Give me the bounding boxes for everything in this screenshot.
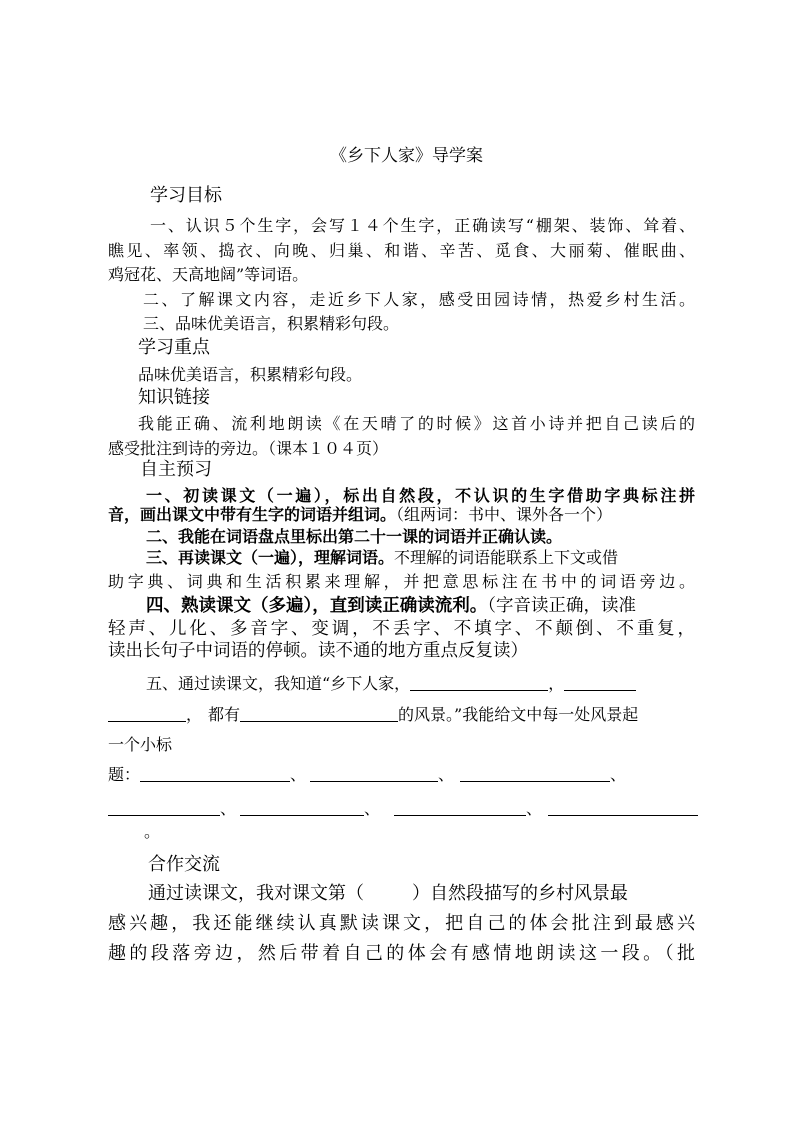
preview-item-4-text: （字音读正确，读准	[487, 596, 636, 616]
goal-item-1-line-3: 鸡冠花、天高地阔”等词语。	[108, 265, 309, 284]
preview-item-4-bold-text: 四、熟读课文（多遍），直到读正确读流利。	[146, 596, 488, 616]
heading-learning-goals: 学习目标	[150, 185, 222, 206]
focus-text: 品味优美语言，积累精彩句段。	[138, 365, 363, 384]
preview-item-2: 二、我能在词语盘点里标出第二十一课的词语并正确认读。	[146, 527, 563, 546]
coop-line-1-start: 通过读课文，我对课文第（	[148, 883, 364, 904]
preview-item-5-line-4	[108, 763, 626, 787]
heading-cooperation: 合作交流	[148, 854, 220, 875]
paragraph-number-blank[interactable]	[364, 885, 412, 901]
answer-blank-1[interactable]	[410, 674, 548, 691]
preview-item-1-note: （组两词：书中、课外各一个）	[396, 505, 613, 524]
preview-item-1-line-2	[108, 503, 612, 527]
coop-line-2: 感兴趣，我还能继续认真默读课文，把自己的体会批注到最感兴	[108, 913, 695, 934]
subtitle-blank-5[interactable]	[240, 799, 364, 816]
preview-item-1-bold-text: 音，画出课文中带有生字的词语并组词。	[108, 505, 397, 524]
comma: ，	[548, 674, 565, 693]
enumeration-comma: 、	[526, 799, 543, 818]
comma: ，	[186, 705, 203, 724]
enumeration-comma: 、	[438, 765, 455, 784]
preview-item-5-line-5	[108, 797, 698, 821]
preview-item-1-line-1: 一、初读课文（一遍），标出自然段，不认识的生字借助字典标注拼	[146, 486, 695, 505]
subtitle-blank-4[interactable]	[108, 799, 220, 816]
preview-item-4-line-2: 轻声、儿化、多音字、变调，不丢字、不填字、不颠倒、不重复，	[108, 619, 695, 639]
goal-item-1-line-1: 一、认识５个生字，会写１４个生字，正确读写“棚架、装饰、耸着、	[150, 216, 695, 235]
goal-item-3: 三、品味优美语言，积累精彩句段。	[143, 314, 400, 333]
enumeration-comma: 、	[290, 765, 307, 784]
heading-knowledge-link: 知识链接	[138, 387, 210, 408]
enumeration-comma: 、	[364, 799, 381, 818]
preview-item-5-line-3: 一个小标	[108, 735, 173, 754]
subtitle-blank-3[interactable]	[460, 765, 610, 782]
subtitle-blank-2[interactable]	[310, 765, 438, 782]
preview-item-5-line-2	[108, 703, 638, 727]
answer-blank-3[interactable]	[108, 705, 186, 722]
heading-self-preview: 自主预习	[140, 459, 212, 480]
coop-line-1	[148, 881, 628, 907]
enumeration-comma: 、	[220, 799, 237, 818]
preview-item-3-text: 不理解的词语能联系上下文或借	[394, 548, 619, 567]
preview-item-5-intro: 五、通过读课文，我知道“乡下人家，	[146, 674, 411, 693]
preview-item-3-line-2: 助字典、词典和生活积累来理解，并把意思标注在书中的词语旁边。	[108, 572, 695, 591]
link-line-2: 感受批注到诗的旁边。（课本１０４页）	[108, 439, 389, 458]
subtitle-blank-1[interactable]	[140, 765, 290, 782]
subtitle-label: 题：	[108, 765, 141, 784]
preview-item-4-line-3: 读出长句子中词语的停顿。读不通的地方重点反复读）	[108, 641, 528, 661]
coop-line-3: 趣的段落旁边，然后带着自己的体会有感情地朗读这一段。（批	[108, 943, 695, 964]
subtitle-blank-7[interactable]	[548, 799, 698, 816]
enumeration-comma: 、	[610, 765, 627, 784]
preview-item-5-scenery-text: 的风景。”我能给文中每一处风景起	[398, 705, 639, 724]
subtitle-blank-6[interactable]	[394, 799, 526, 816]
coop-line-1-end: ）自然段描写的乡村风景最	[412, 883, 628, 904]
preview-item-5-all-have: 都有	[208, 705, 241, 724]
heading-learning-focus: 学习重点	[138, 337, 210, 358]
preview-item-5-end-period: 。	[144, 822, 161, 841]
goal-item-2: 二、了解课文内容，走近乡下人家，感受田园诗情，热爱乡村生活。	[143, 290, 695, 309]
preview-item-3-bold-text: 三、再读课文（一遍），理解词语。	[146, 548, 395, 567]
answer-blank-2[interactable]	[564, 674, 636, 691]
document-title: 《乡下人家》导学案	[330, 146, 483, 166]
preview-item-3-line-1	[146, 546, 618, 570]
answer-blank-4[interactable]	[240, 705, 398, 722]
preview-item-5-line-1	[146, 672, 636, 696]
goal-item-1-line-2: 瞧见、率领、捣衣、向晚、归巢、和谐、辛苦、觅食、大丽菊、催眠曲、	[108, 241, 695, 260]
link-line-1: 我能正确、流利地朗读《在天晴了的时候》这首小诗并把自己读后的	[138, 414, 695, 433]
